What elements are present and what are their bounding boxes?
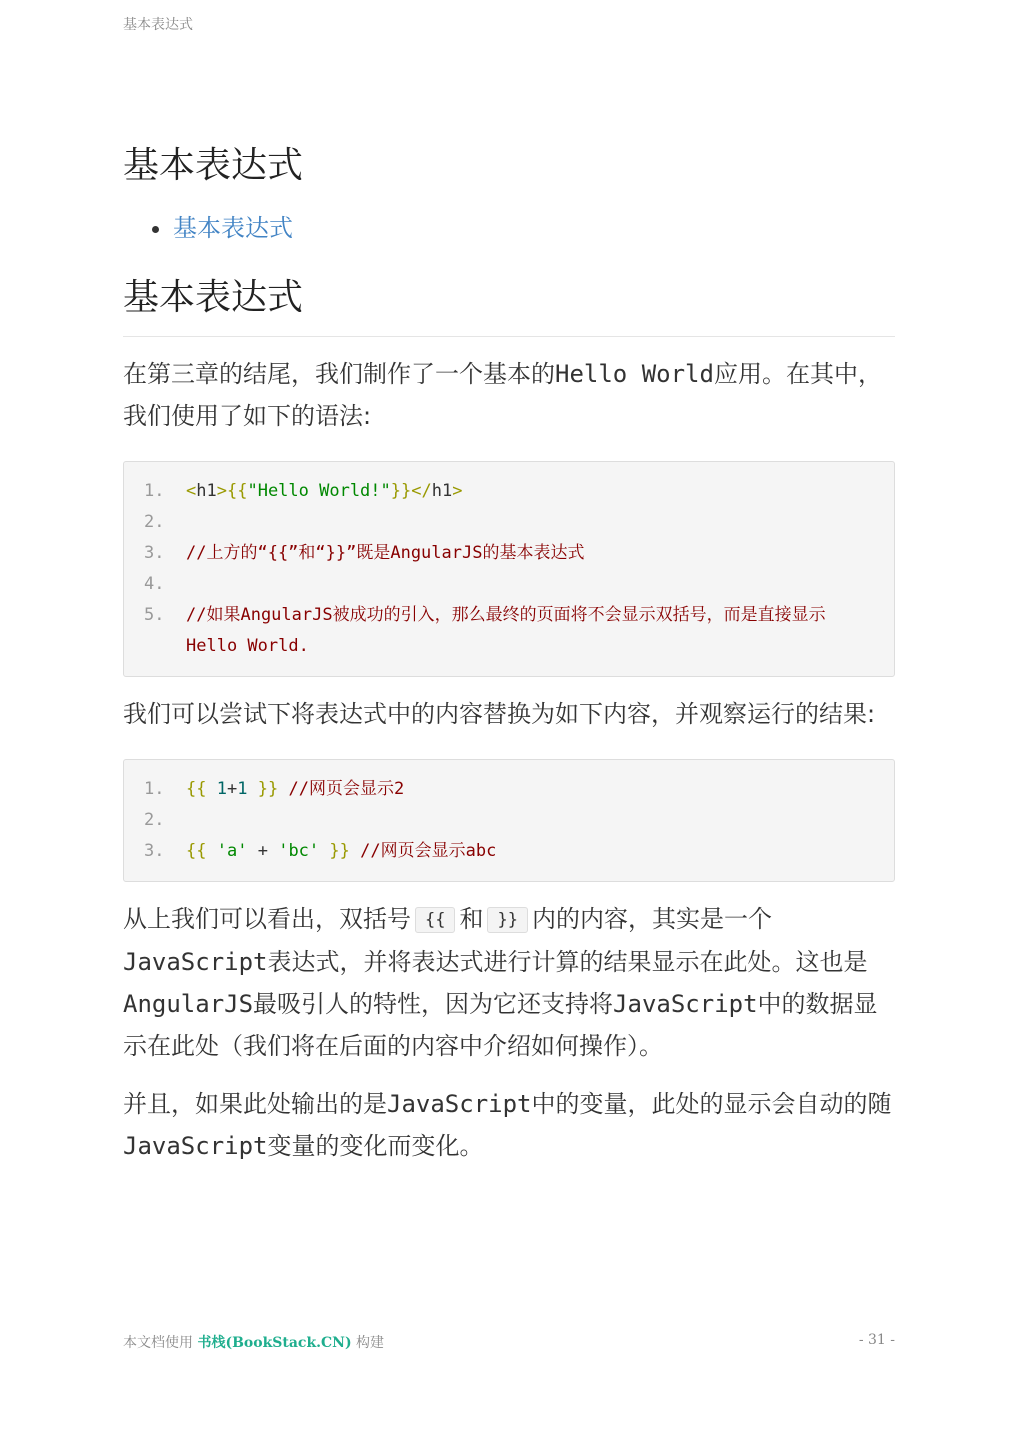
code-comment: //上方的“{{”和“}}”既是AngularJS的基本表达式 bbox=[186, 543, 585, 563]
intro-paragraph bbox=[123, 353, 895, 437]
footer-prefix: 本文档使用 bbox=[123, 1335, 198, 1351]
footer-suffix: 构建 bbox=[351, 1335, 385, 1351]
intro-text: 在第三章的结尾，我们制作了一个基本的 bbox=[123, 360, 555, 388]
inline-code: }} bbox=[487, 907, 527, 933]
toc-item bbox=[173, 210, 895, 246]
line-number: 5. bbox=[144, 605, 165, 625]
intro-code-text: Hello World bbox=[555, 360, 714, 388]
code-line bbox=[144, 569, 876, 600]
code-line bbox=[144, 774, 876, 805]
code-content bbox=[186, 569, 876, 600]
mono-text: JavaScript bbox=[387, 1090, 532, 1118]
paragraph-4 bbox=[123, 1083, 895, 1167]
mono-text: JavaScript bbox=[613, 990, 758, 1018]
code-content bbox=[186, 507, 876, 538]
text: 变量的变化而变化。 bbox=[267, 1132, 484, 1160]
code-line bbox=[144, 538, 876, 569]
text: 中的数据显示在此处（我们将在后面的内容中介绍如何操作）。 bbox=[123, 990, 878, 1060]
line-number: 3. bbox=[144, 543, 165, 563]
text: 中的变量，此处的显示会自动的随 bbox=[531, 1090, 892, 1118]
code-content: {{ 1+1 }} //网页会显示2 bbox=[186, 779, 405, 799]
page-title: 基本表达式 bbox=[123, 145, 304, 186]
text: 从上我们可以看出，双括号 bbox=[123, 905, 411, 933]
code-line bbox=[144, 805, 876, 836]
code-line bbox=[144, 476, 876, 507]
line-number: 2. bbox=[144, 512, 165, 532]
code-block-1 bbox=[123, 461, 895, 677]
paragraph-3 bbox=[123, 898, 895, 1067]
text: 内的内容，其实是一个 bbox=[531, 905, 772, 933]
toc-link[interactable]: 基本表达式 bbox=[173, 214, 293, 242]
mono-text: AngularJS bbox=[123, 990, 254, 1018]
code-content bbox=[186, 805, 876, 836]
line-number: 4. bbox=[144, 574, 165, 594]
code-line bbox=[144, 836, 876, 867]
code-content: <h1>{{"Hello World!"}}</h1> bbox=[186, 481, 463, 501]
paragraph-2: 我们可以尝试下将表达式中的内容替换为如下内容，并观察运行的结果: bbox=[123, 700, 876, 728]
intro-text-end: 应用。在其中，我们使用了如下的语法: bbox=[123, 360, 882, 430]
code-line bbox=[144, 507, 876, 538]
code-comment: //如果AngularJS被成功的引入，那么最终的页面将不会显示双括号，而是直接显示Hello World. bbox=[186, 605, 826, 656]
code-content: {{ 'a' + 'bc' }} //网页会显示abc bbox=[186, 841, 497, 861]
code-block-2 bbox=[123, 759, 895, 882]
code-line bbox=[144, 600, 876, 662]
text: 表达式，并将表达式进行计算的结果显示在此处。这也是 bbox=[267, 948, 868, 976]
text: 最吸引人的特性，因为它还支持将 bbox=[253, 990, 614, 1018]
footer-credit bbox=[123, 1332, 384, 1352]
line-number: 1. bbox=[144, 779, 165, 799]
text: 并且，如果此处输出的是 bbox=[123, 1090, 387, 1118]
footer-brand-link[interactable]: 书栈(BookStack.CN) bbox=[197, 1335, 352, 1351]
line-number: 2. bbox=[144, 810, 165, 830]
line-number: 3. bbox=[144, 841, 165, 861]
running-header: 基本表达式 bbox=[123, 17, 193, 33]
document-content bbox=[123, 140, 895, 1167]
mono-text: JavaScript bbox=[123, 1132, 268, 1160]
mono-text: JavaScript bbox=[123, 948, 268, 976]
text: 和 bbox=[459, 905, 484, 933]
inline-code: {{ bbox=[415, 907, 455, 933]
page-number: - 31 - bbox=[858, 1332, 895, 1348]
section-title: 基本表达式 bbox=[123, 272, 895, 337]
page-footer bbox=[123, 1332, 895, 1352]
line-number: 1. bbox=[144, 481, 165, 501]
table-of-contents bbox=[123, 210, 895, 246]
